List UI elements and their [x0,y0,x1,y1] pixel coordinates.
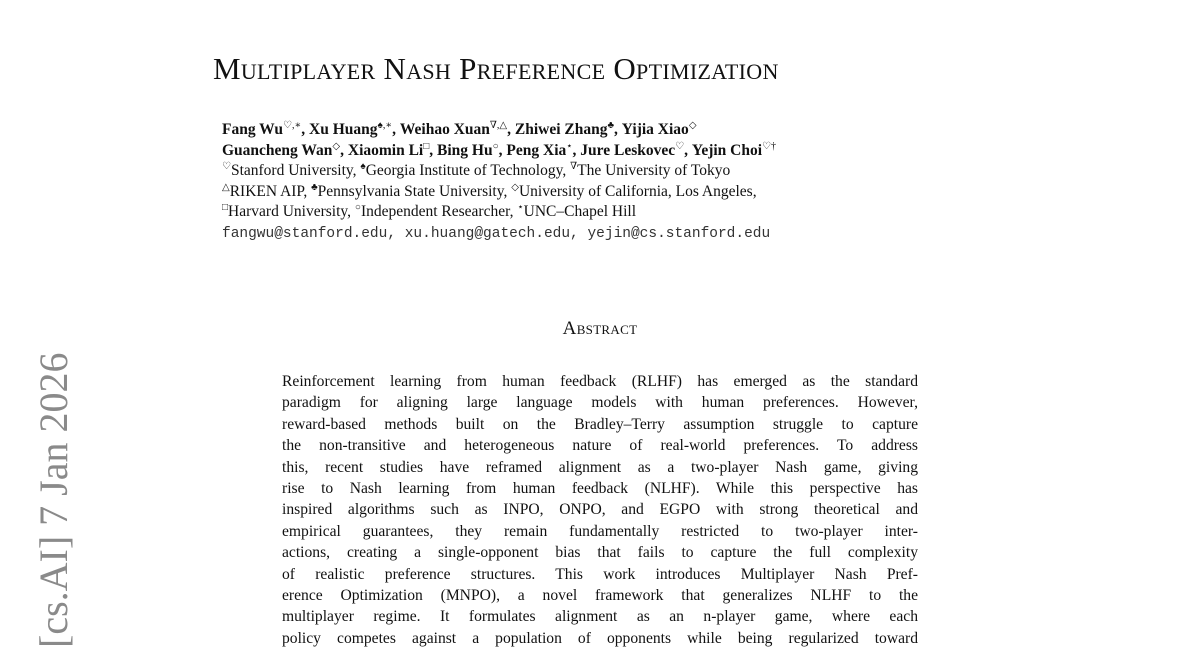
abstract-line: rise to Nash learning from human feedback (NLHF). While this perspective has [282,480,918,498]
affiliation: ◇University of California, Los Angeles [511,181,753,200]
author: Yijia Xiao◇ [621,120,697,138]
abstract-line: Reinforcement learning from human feedback (RLHF) has emerged as the standard [282,373,918,390]
abstract-line: empirical guarantees, they remain fundamentally restricted to two-player inter- [282,522,918,540]
affiliation: ♡Stanford University [222,161,353,179]
author-emails: fangwu@stanford.edu, xu.huang@gatech.edu, yejin@cs.stanford.edu [222,225,771,242]
affiliation: ♣Pennsylvania State University [311,181,504,200]
abstract-line: this, recent studies have reframed alignment as a two-player Nash game, giving [282,458,918,476]
abstract-line: reward-based methods built on the Bradley–Terry assumption struggle to capture [282,415,918,433]
abstract-line: inspired algorithms such as INPO, ONPO, and EGPO with strong theoretical and [282,501,918,519]
author: Zhiwei Zhang♣ [514,120,615,138]
affiliation-line-1: ♡Stanford University, ♠Georgia Institute of Technology, ∇The University of Tokyo [222,161,731,179]
paper-title: Multiplayer Nash Preference Optimization [213,51,779,86]
author: Yejin Choi♡† [691,140,777,159]
author: Fang Wu♡,∗ [222,120,302,138]
abstract-line: erence Optimization (MNPO), a novel framework that generalizes NLHF to the [282,587,918,605]
abstract-line: the non-transitive and heterogeneous nature of real-world preferences. To address [282,437,918,455]
arxiv-stamp-text: [cs.AI] 7 Jan 2026 [31,352,76,648]
affiliation-line-3: □Harvard University, ○Independent Researcher, ⋆UNC–Chapel Hill [222,202,637,220]
affiliation: ○Independent Researcher [354,202,510,220]
abstract-line: actions, creating a single-opponent bias that fails to capture the full complexity [282,544,918,562]
author: Peng Xia⋆ [506,140,573,159]
arxiv-side-stamp [28,348,76,648]
abstract-line: paradigm for aligning large language models with human preferences. However, [282,394,918,412]
author: Jure Leskovec♡ [580,140,685,159]
author-block [222,120,982,244]
author-line-1: Fang Wu♡,∗, Xu Huang♠,∗, Weihao Xuan∇,△, Zhiwei Zhang♣, Yijia Xiao◇ [222,120,697,138]
affiliation: □Harvard University [222,202,348,220]
author-line-2: Guancheng Wan◇, Xiaomin Li□, Bing Hu○, Peng Xia⋆, Jure Leskovec♡, Yejin Choi♡† [222,140,777,159]
abstract-line: policy competes against a population of opponents while being regularized toward [282,629,918,647]
affiliation-line-2: △RIKEN AIP, ♣Pennsylvania State University, ◇University of California, Los Angeles, [222,181,757,200]
author: Bing Hu○ [437,140,499,159]
affiliation: ∇The University of Tokyo [570,161,731,179]
author: Xiaomin Li□ [347,140,430,159]
author: Weihao Xuan∇,△ [399,120,508,138]
abstract-body [282,371,918,651]
author: Xu Huang♠,∗ [309,120,393,138]
abstract-heading: Abstract [562,318,638,339]
abstract-line: of realistic preference structures. This work introduces Multiplayer Nash Pref- [282,565,918,583]
abstract-line: multiplayer regime. It formulates alignment as an n-player game, where each [282,608,918,626]
author: Guancheng Wan◇ [222,140,341,159]
affiliation: △RIKEN AIP [222,181,304,200]
affiliation: ♠Georgia Institute of Technology [360,161,563,179]
affiliation: ⋆UNC–Chapel Hill [517,202,637,220]
